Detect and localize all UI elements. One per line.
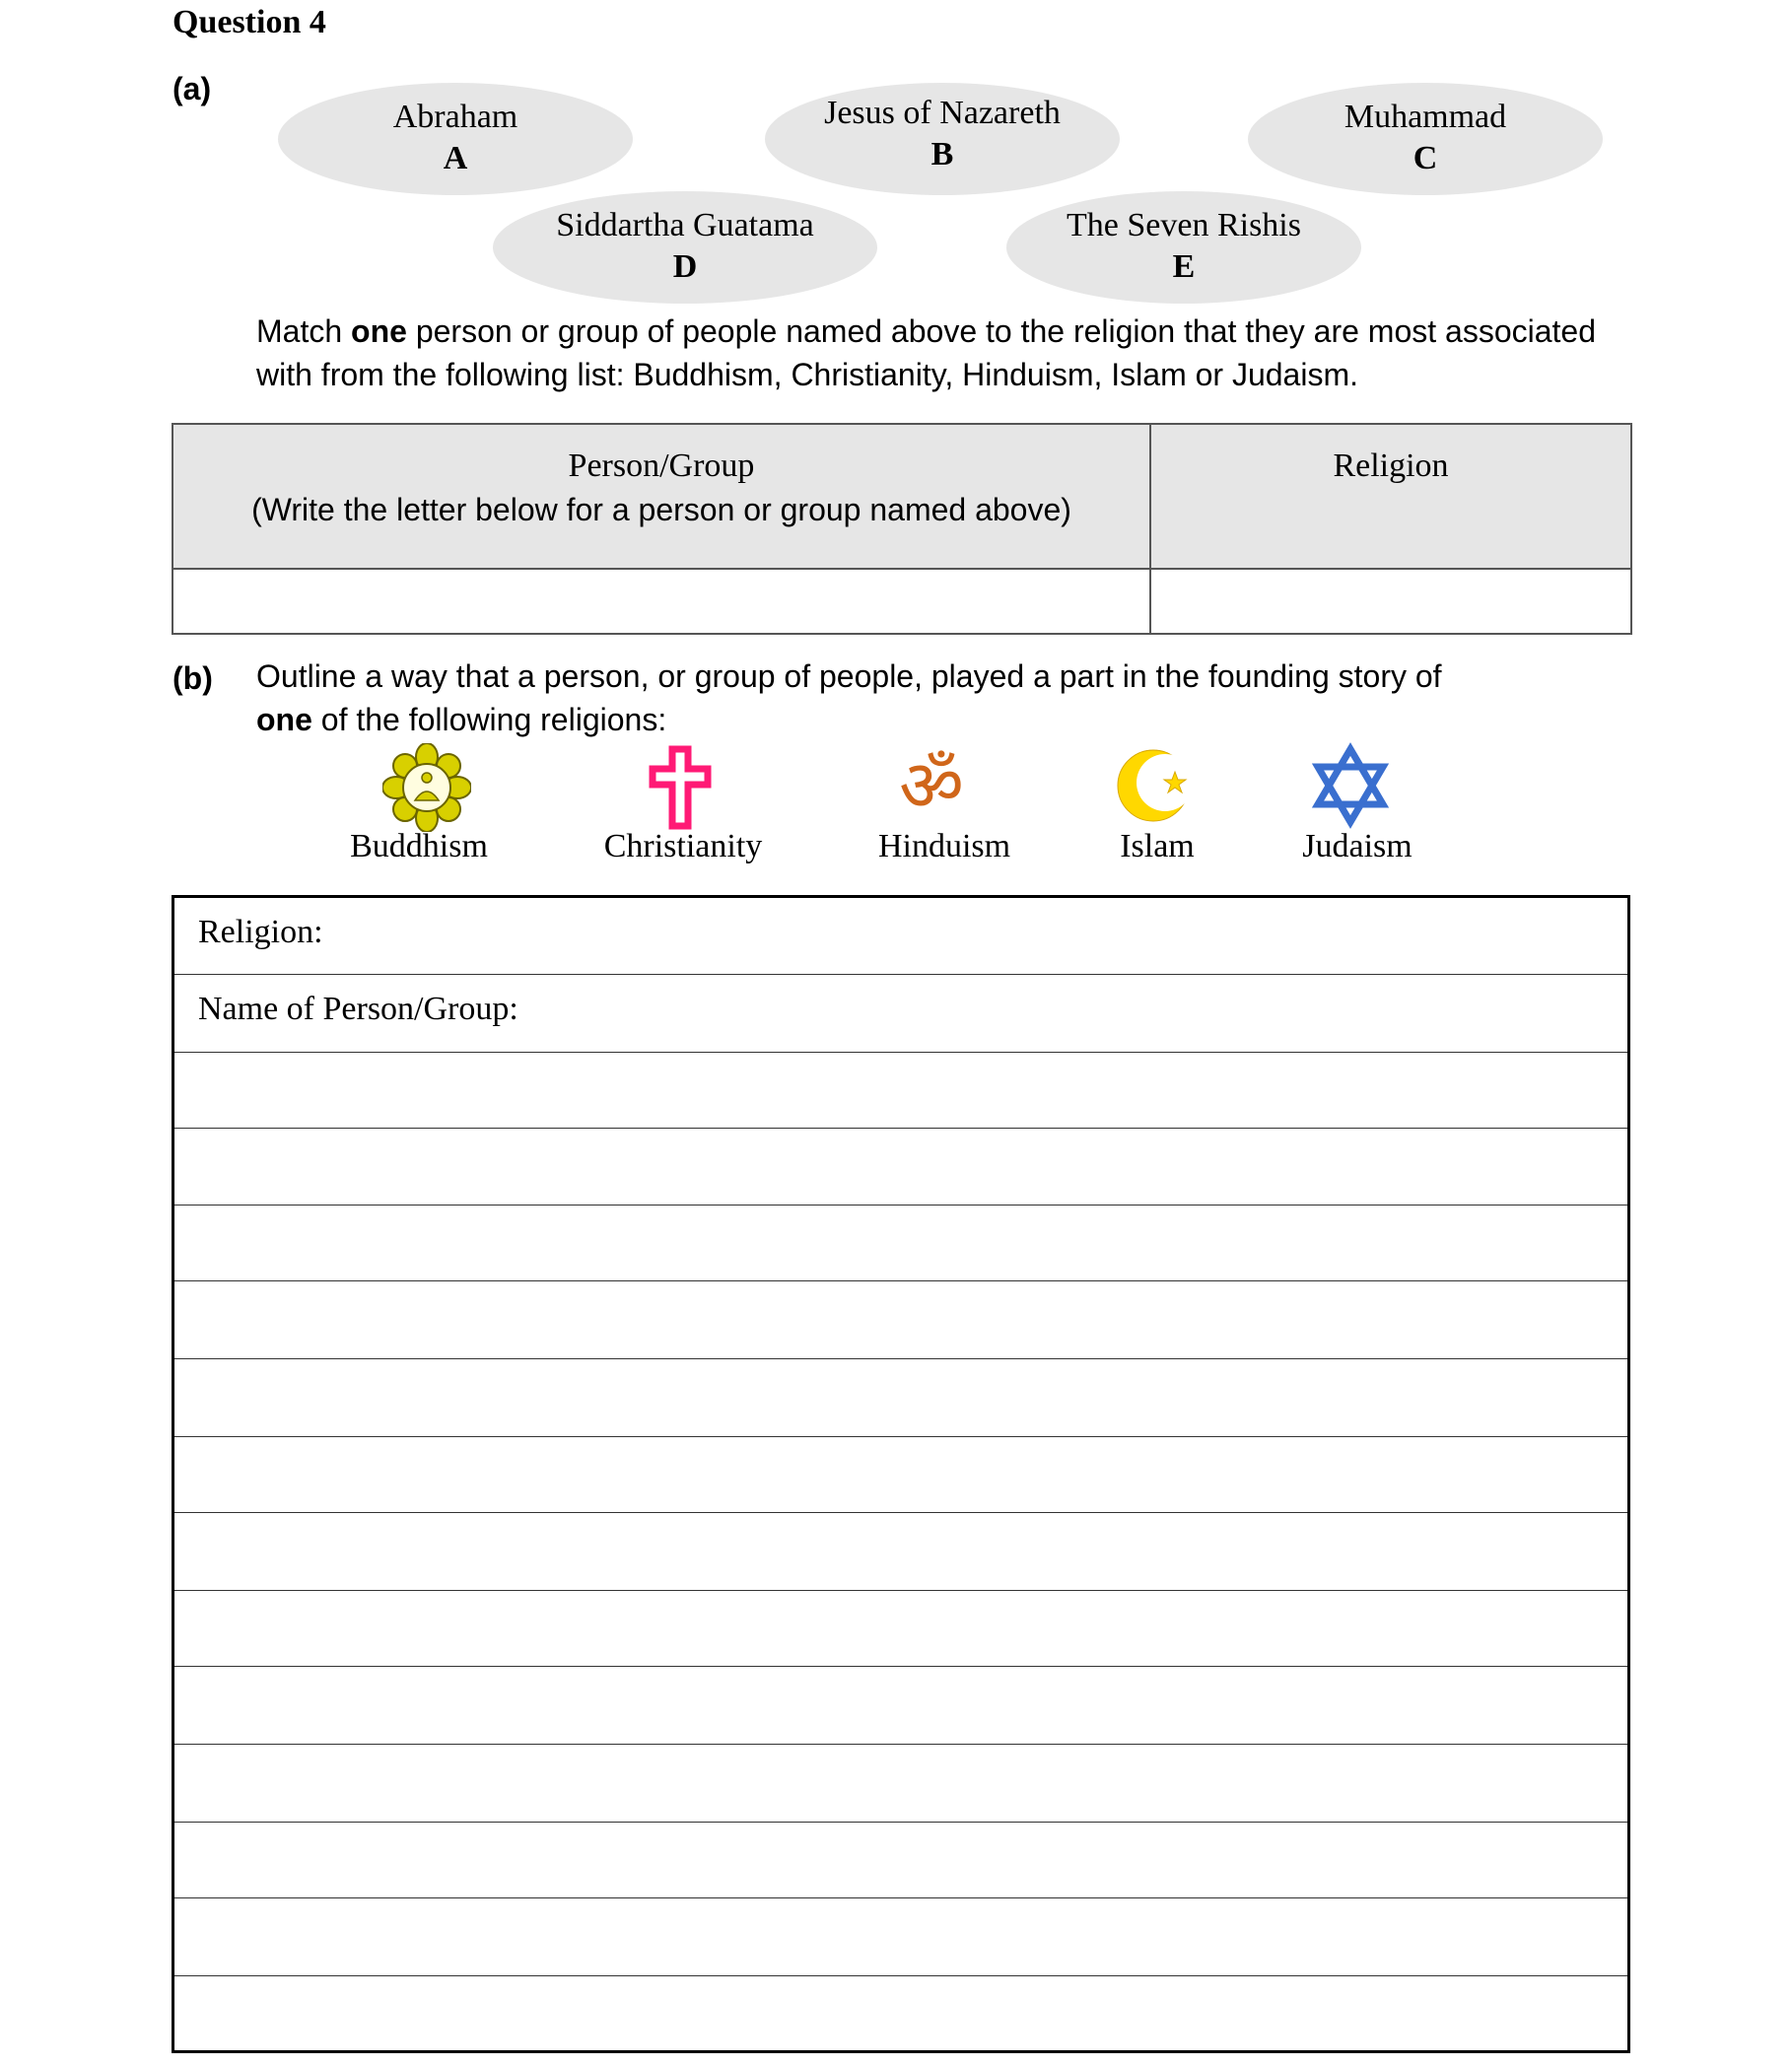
writing-line[interactable] — [174, 1053, 1627, 1129]
person-letter: E — [1172, 248, 1196, 285]
name-answer-line[interactable] — [174, 975, 1627, 1053]
religion-header: Religion — [1150, 424, 1631, 569]
writing-line[interactable] — [174, 1823, 1627, 1898]
person-letter-answer-cell[interactable] — [172, 569, 1150, 634]
match-table-answer-row — [172, 569, 1631, 634]
writing-line[interactable] — [174, 1513, 1627, 1591]
writing-line[interactable] — [174, 1667, 1627, 1745]
religion-label-islam: Islam — [1120, 828, 1195, 864]
person-group-header — [172, 424, 1150, 569]
question-title: Question 4 — [172, 4, 326, 40]
answer-box — [172, 895, 1630, 2053]
instruction-text: Match — [256, 313, 352, 349]
person-name: Abraham — [392, 99, 518, 135]
person-oval-a — [278, 83, 633, 195]
writing-line[interactable] — [174, 1591, 1627, 1667]
instruction-emphasis: one — [351, 313, 407, 349]
religion-answer-line[interactable] — [174, 898, 1627, 975]
instruction-line-2 — [256, 698, 1636, 741]
person-oval-d — [493, 191, 877, 304]
person-group-header-subtitle: (Write the letter below for a person or group named above) — [251, 492, 1071, 527]
writing-line[interactable] — [174, 1281, 1627, 1359]
person-letter: B — [930, 136, 954, 172]
name-answer-label: Name of Person/Group: — [198, 991, 518, 1027]
dharma-lotus-icon — [382, 743, 471, 832]
religion-label-hinduism: Hinduism — [877, 828, 1011, 864]
om-icon — [887, 737, 976, 826]
writing-line[interactable] — [174, 1129, 1627, 1206]
match-table — [172, 423, 1632, 635]
person-oval-b — [765, 83, 1120, 195]
cross-icon — [636, 743, 724, 832]
religion-label-christianity: Christianity — [603, 828, 763, 864]
person-letter: C — [1413, 140, 1438, 176]
part-a-label: (a) — [172, 71, 212, 106]
part-b-instruction — [256, 655, 1636, 741]
instruction-text: of the following religions: — [311, 702, 667, 737]
person-name: Muhammad — [1344, 99, 1507, 135]
person-name: Siddartha Guatama — [556, 207, 814, 243]
part-a-instruction — [256, 310, 1636, 396]
instruction-emphasis: one — [256, 702, 312, 737]
part-b-label: (b) — [172, 660, 213, 696]
writing-line[interactable] — [174, 1976, 1627, 2050]
person-oval-c — [1248, 83, 1603, 195]
person-oval-e — [1006, 191, 1361, 304]
crescent-star-icon — [1112, 741, 1201, 830]
religion-answer-cell[interactable] — [1150, 569, 1631, 634]
instruction-text: person or group of people named above to the religion that they are most associated with from the following list: Buddhism, Christianity, Hinduism, Islam or Judaism. — [256, 313, 1597, 392]
person-name: The Seven Rishis — [1067, 207, 1301, 243]
svg-text:ॐ: ॐ — [899, 744, 964, 826]
person-name: Jesus of Nazareth — [824, 95, 1061, 131]
writing-line[interactable] — [174, 1359, 1627, 1437]
writing-line[interactable] — [174, 1898, 1627, 1976]
instruction-text: Outline a way that a person, or group of people, played a part in the founding story of — [256, 658, 1442, 694]
writing-line[interactable] — [174, 1745, 1627, 1823]
match-table-header — [172, 424, 1631, 569]
person-letter: D — [672, 248, 698, 285]
religion-label-judaism: Judaism — [1302, 828, 1413, 864]
star-of-david-icon — [1306, 741, 1395, 830]
person-group-header-title: Person/Group — [568, 448, 755, 484]
writing-line[interactable] — [174, 1206, 1627, 1281]
person-letter: A — [443, 140, 468, 176]
writing-line[interactable] — [174, 1437, 1627, 1513]
religion-label-buddhism: Buddhism — [350, 828, 488, 864]
religion-answer-label: Religion: — [198, 914, 323, 950]
